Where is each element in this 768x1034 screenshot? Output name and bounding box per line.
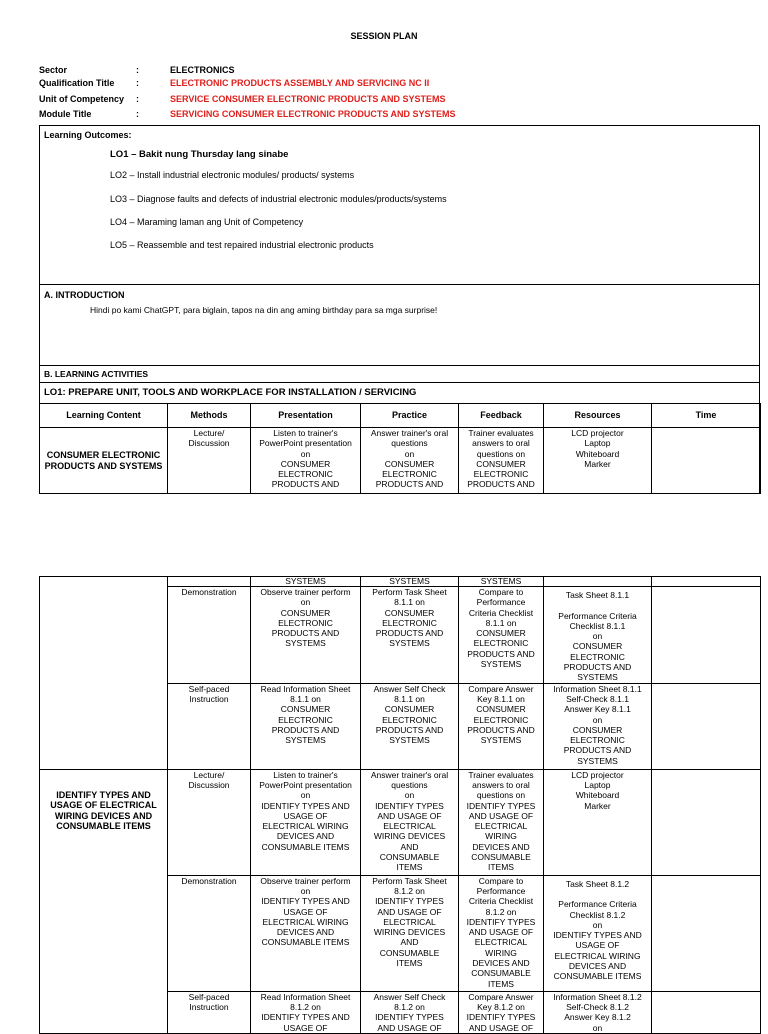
practice-cell: Answer trainer's oral questions on CONSUMER ELECTRONIC PRODUCTS AND (361, 428, 459, 494)
practice-cell: Answer trainer's oral questions on IDENTIFY TYPES AND USAGE OF ELECTRICAL WIRING DEVICES AND CONSUMABLE ITEMS (361, 769, 459, 875)
presentation-cell: Observe trainer perform on CONSUMER ELECTRONIC PRODUCTS AND SYSTEMS (251, 587, 361, 684)
header-learning-content: Learning Content (40, 404, 168, 428)
meta-separator: : (136, 78, 139, 88)
learning-content-cell: CONSUMER ELECTRONIC PRODUCTS AND SYSTEMS (40, 428, 168, 494)
learning-activities-heading: B. LEARNING ACTIVITIES (44, 369, 149, 379)
meta-separator: : (136, 109, 139, 119)
meta-value: SERVICING CONSUMER ELECTRONIC PRODUCTS AND SYSTEMS (170, 109, 456, 119)
lo-item-2: LO2 – Install industrial electronic modules/ products/ systems (110, 170, 355, 180)
feedback-cell: Trainer evaluates answers to oral questions on IDENTIFY TYPES AND USAGE OF ELECTRICAL WIRING DEVICES AND CONSUMABLE ITEMS (459, 769, 544, 875)
learning-content-cell (40, 577, 168, 770)
lo1-heading: LO1: PREPARE UNIT, TOOLS AND WORKPLACE FOR INSTALLATION / SERVICING (44, 387, 417, 398)
practice-cell: Perform Task Sheet 8.1.1 on CONSUMER ELECTRONIC PRODUCTS AND SYSTEMS (361, 587, 459, 684)
header-practice: Practice (361, 404, 459, 428)
resources-cell: LCD projector Laptop Whiteboard Marker (544, 769, 652, 875)
header-time: Time (652, 404, 761, 428)
resources-cell: LCD projector Laptop Whiteboard Marker (544, 428, 652, 494)
header-feedback: Feedback (459, 404, 544, 428)
lo-item-1: LO1 – Bakit nung Thursday lang sinabe (110, 149, 289, 160)
practice-cell: SYSTEMS (361, 577, 459, 587)
practice-cell: Perform Task Sheet 8.1.2 on IDENTIFY TYPES AND USAGE OF ELECTRICAL WIRING DEVICES AND CONSUMABLE ITEMS (361, 875, 459, 991)
learning-outcomes-heading: Learning Outcomes: (44, 130, 132, 140)
resources-cell: Task Sheet 8.1.2 Performance Criteria Checklist 8.1.2 on IDENTIFY TYPES AND USAGE OF ELECTRICAL WIRING DEVICES AND CONSUMABLE ITEMS (544, 875, 652, 991)
header-methods: Methods (168, 404, 251, 428)
presentation-cell: Observe trainer perform on IDENTIFY TYPES AND USAGE OF ELECTRICAL WIRING DEVICES AND CONSUMABLE ITEMS (251, 875, 361, 991)
practice-cell: Answer Self Check 8.1.1 on CONSUMER ELECTRONIC PRODUCTS AND SYSTEMS (361, 683, 459, 769)
introduction-heading: A. INTRODUCTION (44, 290, 125, 300)
resources-cell: Task Sheet 8.1.1 Performance Criteria Checklist 8.1.1 on CONSUMER ELECTRONIC PRODUCTS AND SYSTEMS (544, 587, 652, 684)
divider (39, 382, 760, 383)
time-cell (652, 991, 761, 1033)
divider (39, 284, 760, 285)
feedback-cell: Compare Answer Key 8.1.1 on CONSUMER ELECTRONIC PRODUCTS AND SYSTEMS (459, 683, 544, 769)
learning-content-cell: IDENTIFY TYPES AND USAGE OF ELECTRICAL WIRING DEVICES AND CONSUMABLE ITEMS (40, 769, 168, 1033)
lo-item-3: LO3 – Diagnose faults and defects of industrial electronic modules/products/systems (110, 194, 447, 204)
method-cell (168, 577, 251, 587)
method-cell: Lecture/ Discussion (168, 769, 251, 875)
meta-value: ELECTRONIC PRODUCTS ASSEMBLY AND SERVICING NC II (170, 78, 430, 88)
time-cell (652, 428, 761, 494)
resources-cell: Information Sheet 8.1.1 Self-Check 8.1.1 Answer Key 8.1.1 on CONSUMER ELECTRONIC PRODUCTS AND SYSTEMS (544, 683, 652, 769)
method-cell: Demonstration (168, 587, 251, 684)
time-cell (652, 875, 761, 991)
practice-cell: Answer Self Check 8.1.2 on IDENTIFY TYPES AND USAGE OF (361, 991, 459, 1033)
feedback-cell: Trainer evaluates answers to oral questions on CONSUMER ELECTRONIC PRODUCTS AND (459, 428, 544, 494)
method-cell: Demonstration (168, 875, 251, 991)
time-cell (652, 683, 761, 769)
introduction-text: Hindi po kami ChatGPT, para biglain, tapos na din ang aming birthday para sa mga surprise! (90, 305, 438, 315)
time-cell (652, 577, 761, 587)
meta-key: Module Title (39, 109, 92, 119)
method-cell: Self-paced Instruction (168, 683, 251, 769)
header-presentation: Presentation (251, 404, 361, 428)
header-resources: Resources (544, 404, 652, 428)
method-cell: Lecture/ Discussion (168, 428, 251, 494)
presentation-cell: SYSTEMS (251, 577, 361, 587)
lo-item-5: LO5 – Reassemble and test repaired industrial electronic products (110, 240, 374, 250)
presentation-cell: Read Information Sheet 8.1.2 on IDENTIFY TYPES AND USAGE OF (251, 991, 361, 1033)
meta-separator: : (136, 65, 139, 75)
presentation-cell: Listen to trainer's PowerPoint presentation on CONSUMER ELECTRONIC PRODUCTS AND (251, 428, 361, 494)
feedback-cell: Compare to Performance Criteria Checklist 8.1.2 on IDENTIFY TYPES AND USAGE OF ELECTRICAL WIRING DEVICES AND CONSUMABLE ITEMS (459, 875, 544, 991)
time-cell (652, 769, 761, 875)
presentation-cell: Listen to trainer's PowerPoint presentation on IDENTIFY TYPES AND USAGE OF ELECTRICAL WIRING DEVICES AND CONSUMABLE ITEMS (251, 769, 361, 875)
method-cell: Self-paced Instruction (168, 991, 251, 1033)
meta-key: Unit of Competency (39, 94, 125, 104)
meta-separator: : (136, 94, 139, 104)
feedback-cell: Compare Answer Key 8.1.2 on IDENTIFY TYPES AND USAGE OF (459, 991, 544, 1033)
document-title: SESSION PLAN (350, 31, 418, 41)
meta-key: Sector (39, 65, 68, 75)
presentation-cell: Read Information Sheet 8.1.1 on CONSUMER ELECTRONIC PRODUCTS AND SYSTEMS (251, 683, 361, 769)
activities-table-page1 (39, 403, 761, 494)
resources-cell (544, 577, 652, 587)
divider (39, 365, 760, 366)
meta-value: SERVICE CONSUMER ELECTRONIC PRODUCTS AND SYSTEMS (170, 94, 446, 104)
meta-value: ELECTRONICS (170, 65, 235, 75)
resources-cell: Information Sheet 8.1.2 Self-Check 8.1.2 Answer Key 8.1.2 on (544, 991, 652, 1033)
feedback-cell: SYSTEMS (459, 577, 544, 587)
lo-item-4: LO4 – Maraming laman ang Unit of Competency (110, 217, 304, 227)
activities-table-page2 (39, 576, 761, 1034)
time-cell (652, 587, 761, 684)
feedback-cell: Compare to Performance Criteria Checklist 8.1.1 on CONSUMER ELECTRONIC PRODUCTS AND SYSTEMS (459, 587, 544, 684)
meta-key: Qualification Title (39, 78, 115, 88)
